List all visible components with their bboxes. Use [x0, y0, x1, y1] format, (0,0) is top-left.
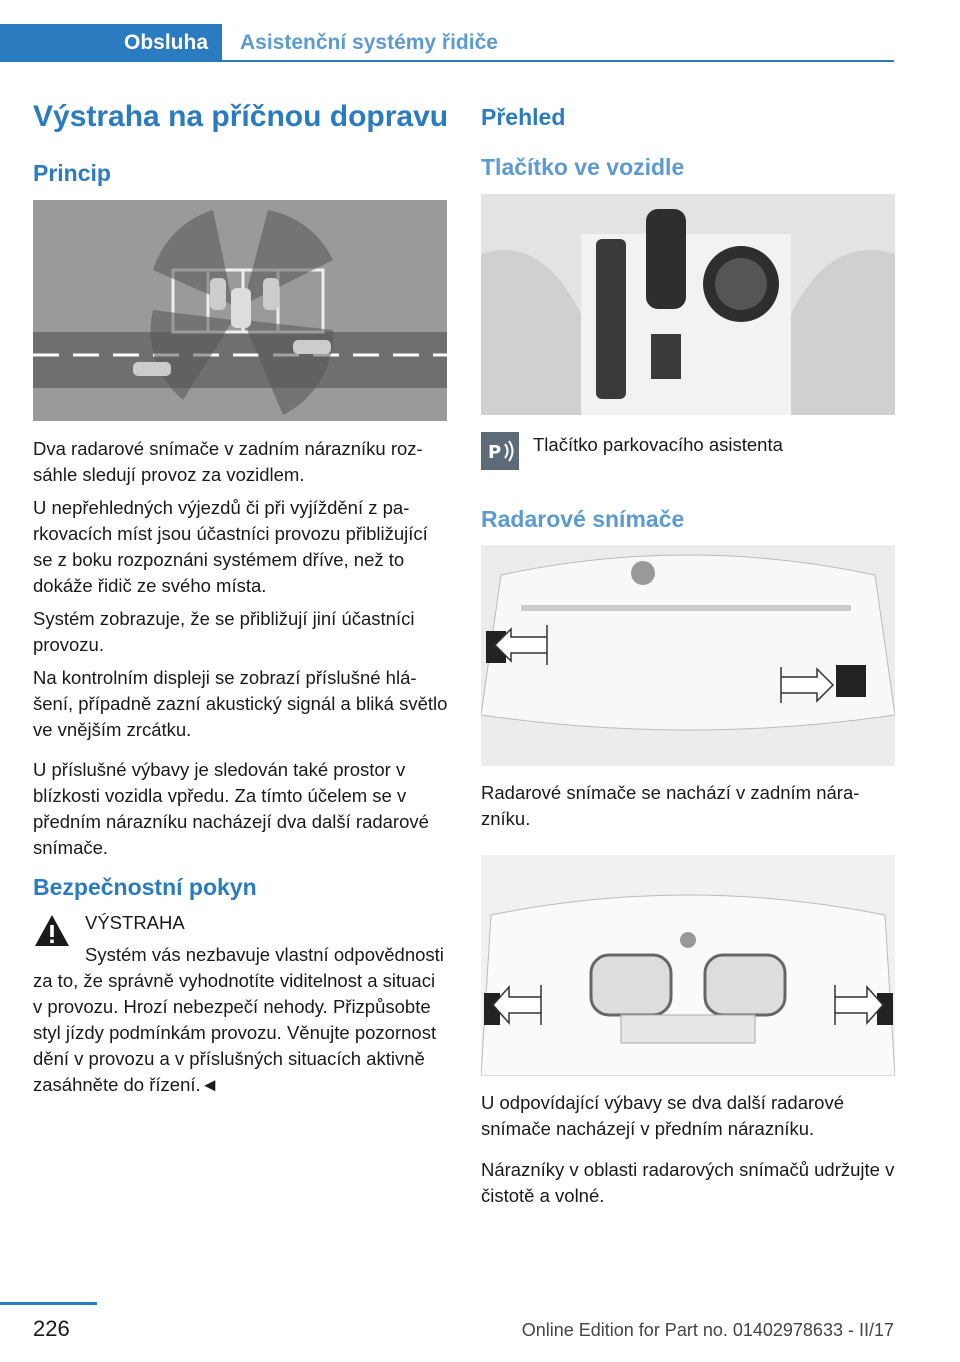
paragraph: U nepřehledných výjezdů či při vyjíždění z parkovacích míst jsou účastníci provozu přibližující se z boku rozpoznáni systémem dříve, než to dokáže řidič ze svého místa. [33, 497, 428, 596]
paragraph: Systém zobrazuje, že se přibližují jiní účastníci provozu. [33, 608, 415, 655]
front-bumper-illustration [481, 855, 895, 1076]
safety-heading: Bezpečnostní pokyn [33, 874, 257, 900]
paragraph: U příslušné výbavy je sledován také prostor v blízkosti vozidla vpředu. Za tímto účelem se v předním nárazníku nacházejí dva další radarové snímače. [33, 759, 429, 858]
overview-heading: Přehled [481, 104, 566, 130]
console-illustration [481, 194, 895, 415]
front-caption: U odpovídající výbavy se dva další radarové snímače nacházejí v předním nárazníku. [481, 1092, 844, 1139]
tab-section[interactable]: Obsluha [0, 24, 222, 62]
rear-caption: Radarové snímače se nachází v zadním nárazníku. [481, 782, 860, 829]
principle-illustration [33, 200, 447, 421]
page-number: 226 [33, 1316, 70, 1341]
button-heading: Tlačítko ve vozidle [481, 154, 685, 180]
rear-bumper-illustration [481, 545, 895, 766]
paragraph: Na kontrolním displeji se zobrazí příslušné hlášení, případně zazní akustický signál a bliká světlo ve vnějším zrcátku. [33, 667, 448, 740]
footer-rule [0, 1302, 97, 1305]
principle-text [33, 436, 449, 868]
header-rule [222, 60, 894, 62]
parking-assistant-icon [481, 432, 519, 470]
warning-label: VÝSTRAHA [85, 912, 185, 933]
principle-heading: Princip [33, 160, 111, 186]
edition-text: Online Edition for Part no. 01402978633 - II/17 [521, 1320, 894, 1340]
button-caption: Tlačítko parkovacího asistenta [533, 434, 783, 455]
warning-text: Systém vás nezbavuje vlastní odpovědnosti za to, že správně vyhodnotíte viditelnost a situaci v provozu. Hrozí nebezpečí nehody. Přizpůsobte styl jízdy podmínkám provozu. Věnujte pozornost dění v provozu a v příslušných situacích aktivně zasáhněte do řízení.◄ [33, 944, 444, 1095]
clean-text: Nárazníky v oblasti radarových snímačů udržujte v čistotě a volné. [481, 1159, 895, 1206]
tab-chapter[interactable]: Asistenční systémy řidiče [240, 31, 498, 54]
paragraph: Dva radarové snímače v zadním nárazníku rozsáhle sledují provoz za vozidlem. [33, 438, 423, 485]
radar-heading: Radarové snímače [481, 506, 685, 532]
svg-text:P: P [488, 442, 502, 463]
page-title: Výstraha na příčnou dopravu [33, 100, 449, 133]
